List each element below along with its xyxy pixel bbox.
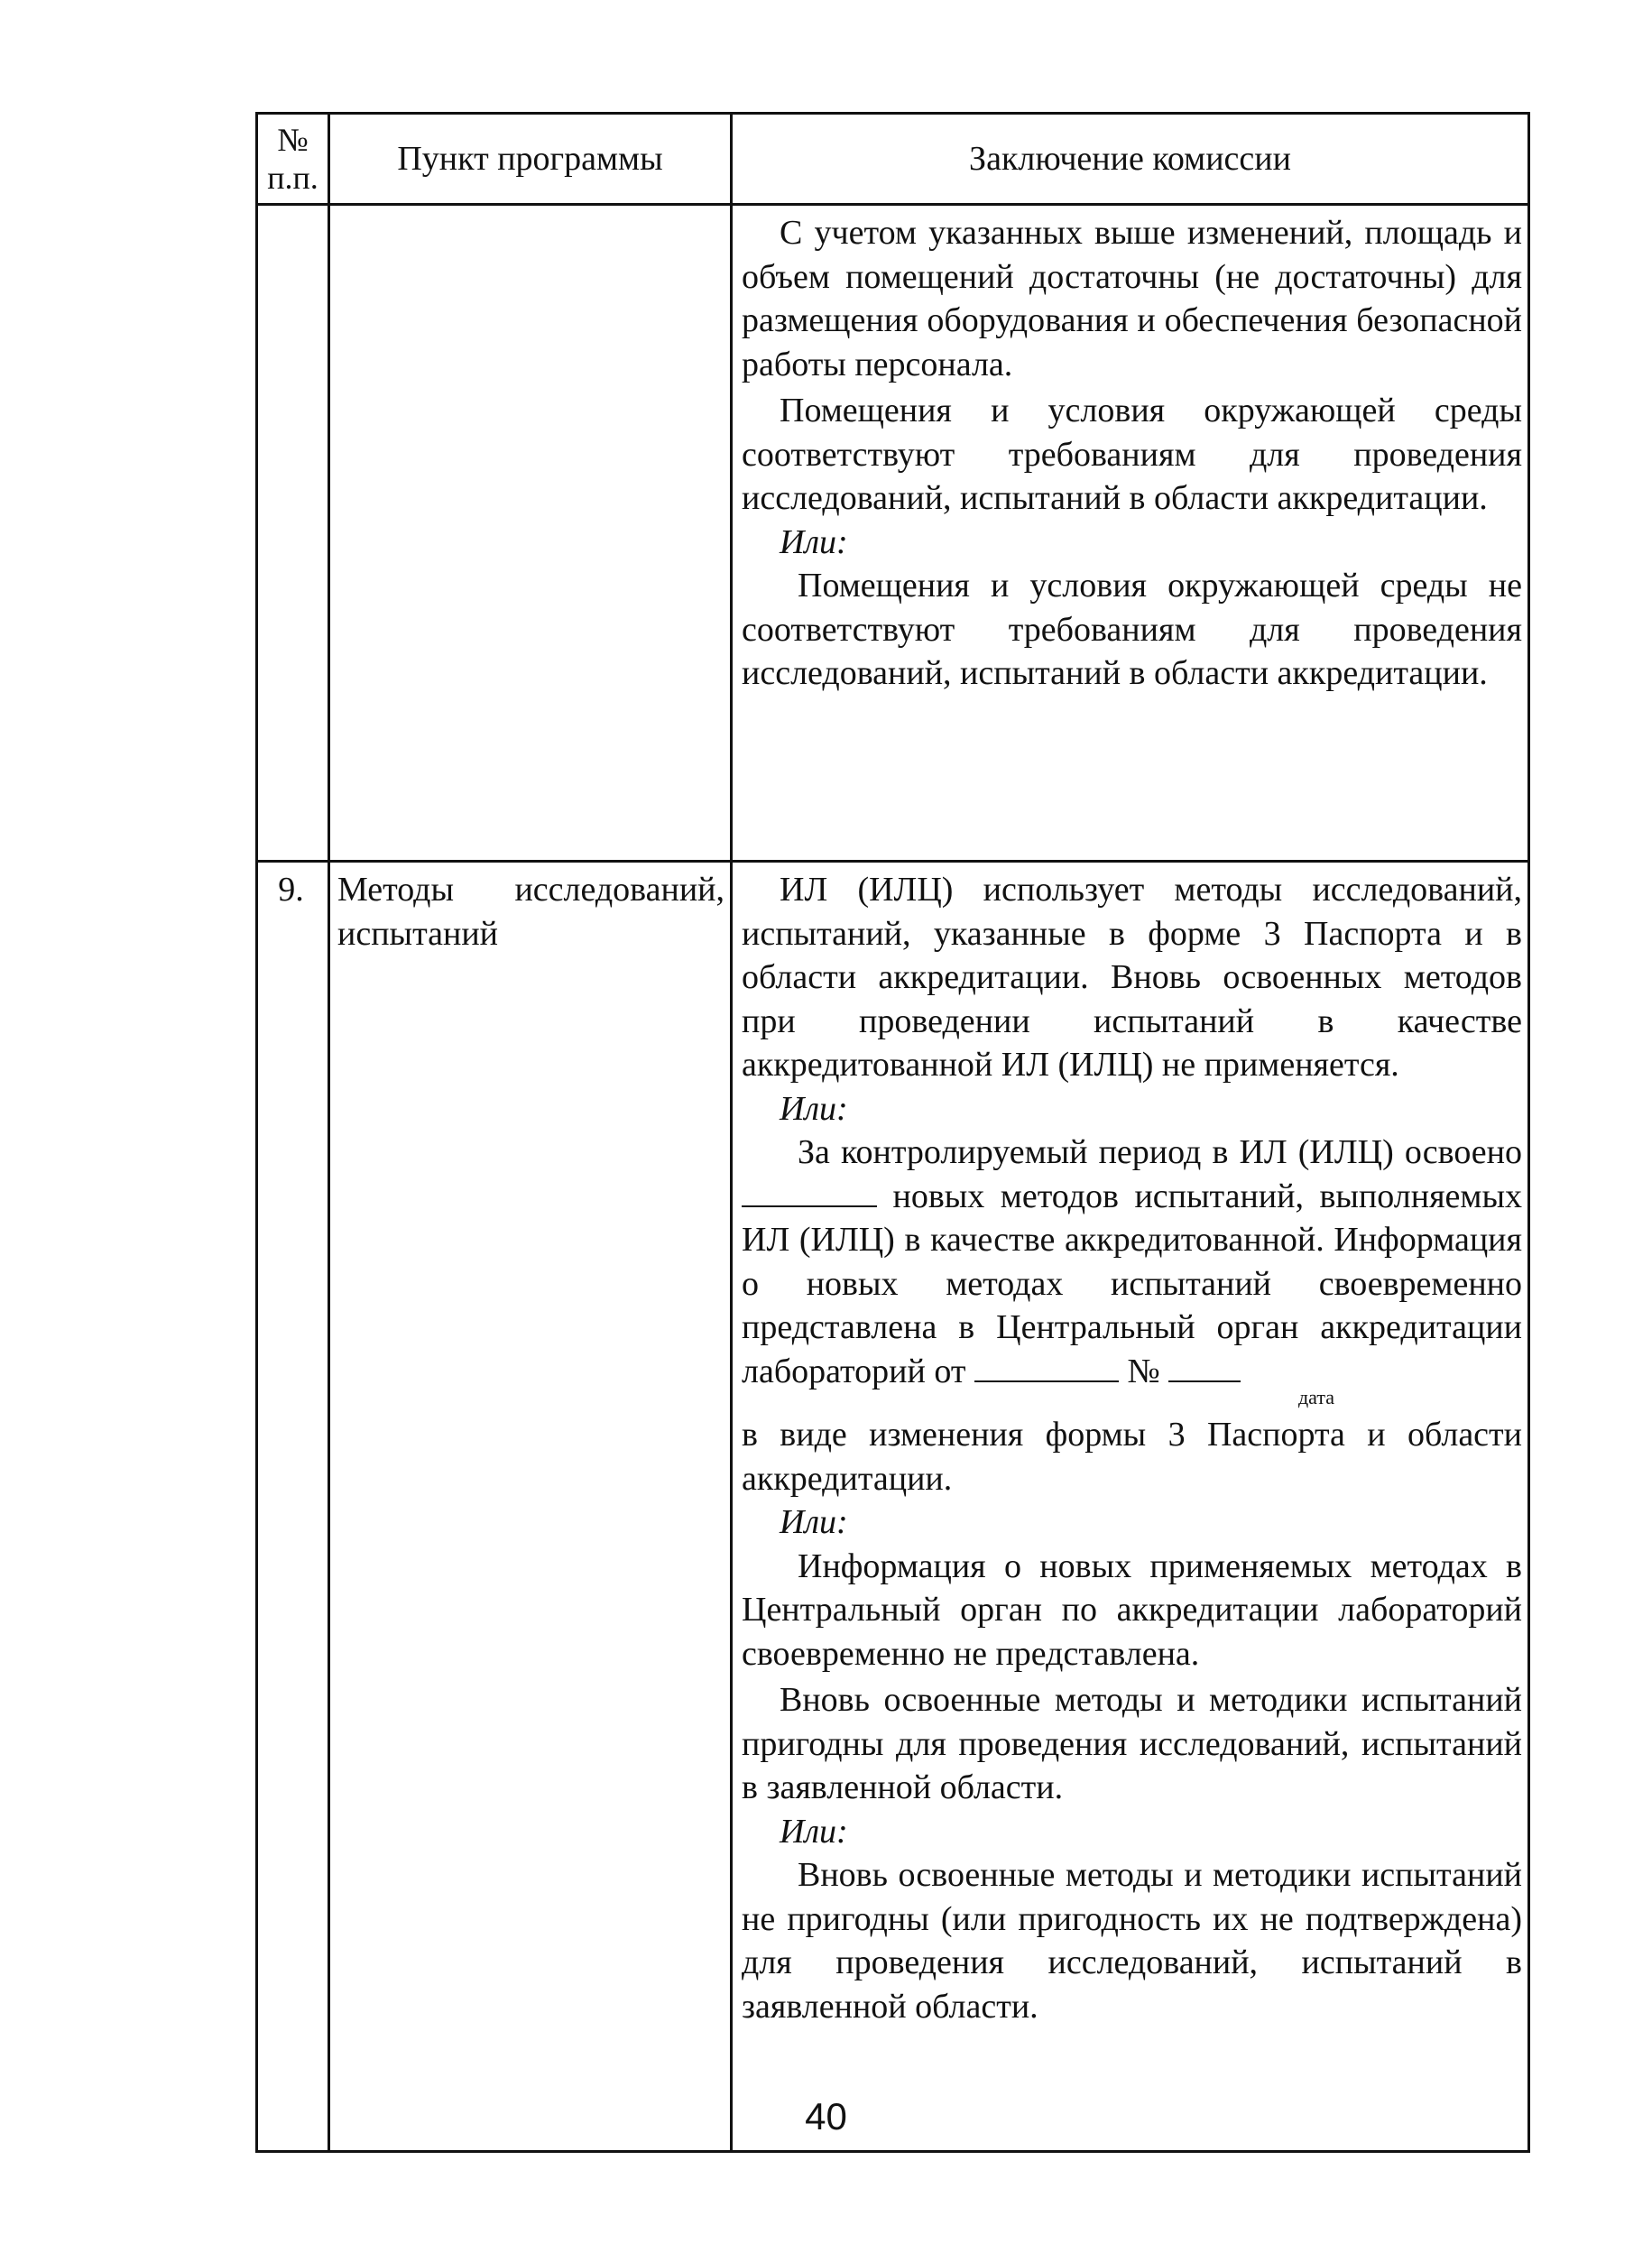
- conclusion-cell: [732, 862, 1529, 2152]
- or-label: Или:: [780, 1503, 848, 1541]
- paragraph: Помещения и условия окружающей среды соответствуют требованиям для проведения исследований, испытаний в области аккредитации.: [742, 392, 1522, 517]
- or-label: Или:: [780, 1812, 848, 1851]
- row-program-point: Методы исследований, испытаний: [329, 862, 732, 2152]
- or-label: Или:: [780, 1089, 848, 1128]
- table-row-continued: [257, 205, 1529, 862]
- or-label: Или:: [780, 522, 848, 561]
- row-point-empty: [329, 205, 732, 862]
- paragraph: Помещения и условия окружающей среды не соответствуют требованиям для проведения исследований, испытаний в области аккредитации.: [742, 567, 1522, 692]
- paragraph: С учетом указанных выше изменений, площадь и объем помещений достаточны (не достаточны) для размещения оборудования и обеспечения безопасной работы персонала.: [742, 214, 1522, 383]
- count-blank: [742, 1175, 877, 1207]
- header-conclusion: Заключение комиссии: [732, 114, 1529, 205]
- table-header-row: [257, 114, 1529, 205]
- header-program-point: Пункт программы: [329, 114, 732, 205]
- paragraph: Вновь освоенные методы и методики испытаний не пригодны (или пригодность их не подтверждена) для проведения исследований, испытаний в заявленной области.: [742, 1856, 1522, 2026]
- paragraph: в виде изменения формы 3 Паспорта и области аккредитации.: [742, 1416, 1522, 1498]
- paragraph: ИЛ (ИЛЦ) использует методы исследований, испытаний, указанные в форме 3 Паспорта и в области аккредитации. Вновь освоенных методов при проведении испытаний в качестве аккредитованной ИЛ (ИЛЦ) не применяется.: [742, 871, 1522, 1084]
- paragraph: Вновь освоенные методы и методики испытаний пригодны для проведения исследований, испытаний в заявленной области.: [742, 1681, 1522, 1806]
- paragraph-with-blanks: За контролируемый период в ИЛ (ИЛЦ) освоено новых методов испытаний, выполняемых ИЛ (ИЛЦ) в качестве аккредитованной. Информация о новых методах испытаний своевременно представлена в Центральный орган аккредитации лабораторий от №: [742, 1133, 1522, 1390]
- conclusion-cell: [732, 205, 1529, 862]
- row-number-empty: [257, 205, 329, 862]
- paragraph: Информация о новых применяемых методах в Центральный орган по аккредитации лабораторий своевременно не представлена.: [742, 1546, 1522, 1673]
- row-number: 9.: [257, 862, 329, 2152]
- number-blank: [1168, 1350, 1241, 1382]
- commission-table: [255, 112, 1530, 2153]
- table-row-9: [257, 862, 1529, 2152]
- date-caption: дата: [1297, 1386, 1334, 1408]
- page-number: 40: [805, 2095, 847, 2137]
- header-number: № п.п.: [257, 114, 329, 205]
- date-blank: [974, 1350, 1119, 1382]
